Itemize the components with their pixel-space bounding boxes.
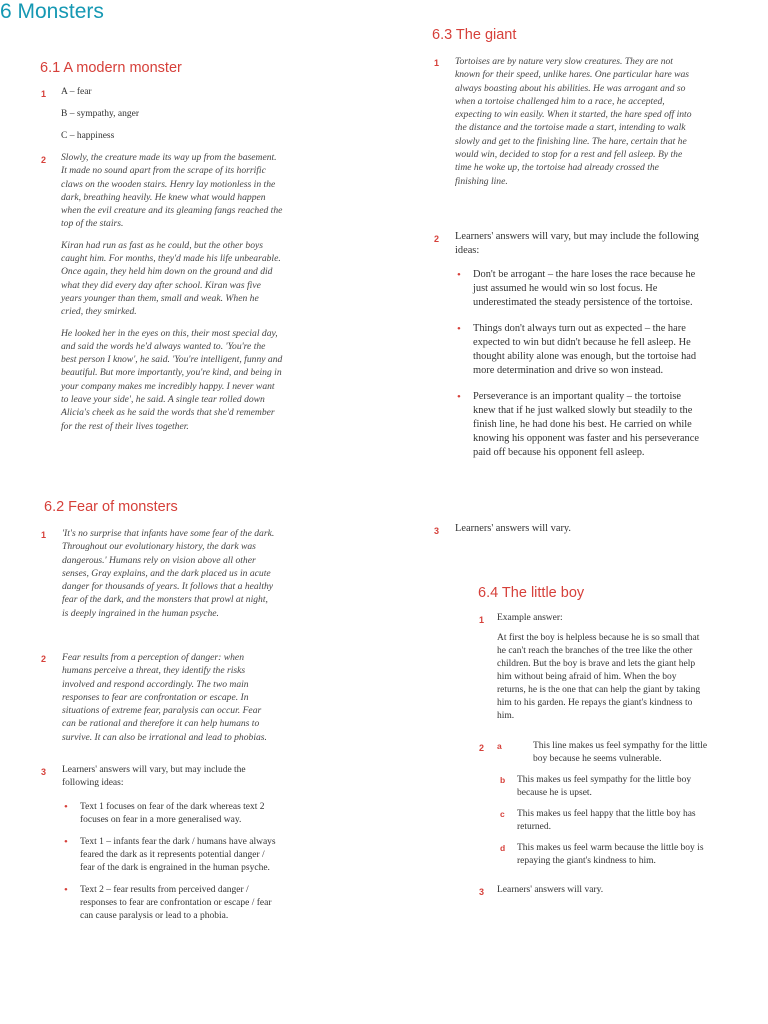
s63-q2-number: 2 [434, 234, 440, 244]
paragraph-alicia: He looked her in the eyes on this, their most special day, and said the words he'd always wanted to. 'You're the best person I know', he said. 'You're intelligent, funny and beautiful. But more importantly, you're kind, and being in your company makes me incredibly happy. I never want to leave your side', he said. A single tear rolled down Alicia's cheek as he said the words that she'd remember for the rest of their lives together. [61, 327, 283, 432]
s61-q2-paragraphs [61, 151, 283, 441]
s64-q1 [497, 612, 707, 723]
s64-q2-number: 2 [479, 743, 485, 753]
s64-q1-text: At first the boy is helpless because he is so small that he can't reach the branches of the tree like the other children. But the boy is brave and lets the giant help him without being afraid of him. When the boy returns, he is the one that can help the giant by taking him to his garden. He repays the giant's kindness to him. [497, 633, 701, 721]
sub-answer-a [497, 740, 717, 766]
section-6-4-title: 6.4 The little boy [478, 585, 585, 601]
answer-c: C – happiness [61, 131, 115, 141]
s63-q2-intro: Learners' answers will vary, but may include the following ideas: [455, 231, 699, 256]
s63-q2-bullet-list [455, 268, 700, 460]
s62-q3-intro: Learners' answers will vary, but may include the following ideas: [62, 765, 246, 788]
sub-text: This makes us feel warm because the little boy is repaying the giant's kindness to him. [517, 843, 704, 866]
s62-q3-bullet-list [62, 801, 276, 923]
sub-text: This makes us feel sympathy for the little boy because he is upset. [517, 775, 692, 798]
s64-q1-label: Example answer: [497, 613, 563, 623]
paragraph-creature: Slowly, the creature made its way up from the basement. It made no sound apart from the scrape of its horrific claws on the wooden stairs. Henry lay motionless in the dark, breathing heavily. He knew what would happen when the evil creature and its gleaming fangs reached the top of the stairs. [61, 152, 283, 230]
s63-q1-text: Tortoises are by nature very slow creatures. They are not known for their speed, unlike hares. One particular hare was always boasting about his abilities. He was arrogant and so when a tortoise challenged him to a race, he accepted, expecting to win easily. When it started, the hare sped off into the distance and the tortoise made a start, intending to walk slowly and get to the finishing line. The hare, certain that he would win, decided to stop for a rest and fell asleep. By the time he woke up, the tortoise had already crossed the finishing line. [455, 56, 692, 187]
bullet-item: • Text 1 focuses on fear of the dark whereas text 2 focuses on fear in a more generalised way. [62, 801, 276, 827]
s62-q2-text: Fear results from a perception of danger: when humans perceive a threat, they identify the risks involved and respond accordingly. The two main responses to fear are confrontation or escape. In situations of extreme fear, paralysis can occur. Fear can be rational and therefore it can help humans to survive. It can also be irrational and lead to phobias. [62, 652, 267, 743]
s64-q3-number: 3 [479, 887, 485, 897]
bullet-item: • Things don't always turn out as expected – the hare expected to win but didn't because he fell asleep. He thought ability alone was enough, but the tortoise had more determination and drive so won instead. [455, 322, 700, 378]
s63-q3-number: 3 [434, 526, 440, 536]
bullet-item: • Don't be arrogant – the hare loses the race because he just assumed he would win so lost focus. He underestimated the steady persistence of the tortoise. [455, 268, 700, 310]
sub-letter: c [500, 809, 505, 819]
answer-a: A – fear [61, 87, 92, 97]
s64-q2-items [497, 740, 717, 876]
answer-b: B – sympathy, anger [61, 109, 140, 119]
sub-letter: d [500, 843, 506, 853]
section-6-1-title: 6.1 A modern monster [40, 60, 182, 76]
bullet-item: • Text 2 – fear results from perceived danger / responses to fear are confrontation or escape / fear can cause paralysis or lead to a phobia. [62, 884, 276, 923]
s63-q1-number: 1 [434, 58, 440, 68]
sub-letter: b [500, 775, 506, 785]
bullet-item: • Perseverance is an important quality – the tortoise knew that if he just walked slowly but steadily to the finish line, he had done his best. He carried on while knowing his opponent was faster and his perseverance paid off because his opponent fell asleep. [455, 390, 700, 460]
s64-q3-text: Learners' answers will vary. [497, 885, 604, 895]
page-title: 6 Monsters [0, 0, 104, 23]
s61-q1-number: 1 [41, 89, 47, 99]
s62-q2-number: 2 [41, 654, 47, 664]
sub-answer-d [497, 842, 717, 868]
s61-q1-answers [61, 86, 261, 143]
s64-q1-number: 1 [479, 615, 485, 625]
sub-text: This makes us feel happy that the little boy has returned. [517, 809, 696, 832]
s62-q3-number: 3 [41, 767, 47, 777]
paragraph-kiran: Kiran had run as fast as he could, but the other boys caught him. For months, they'd made his life unbearable. Once again, they held him down on the ground and did what they did every day after school. Kiran was five years younger than them, small and weak. When he cried, they smirked. [61, 239, 281, 318]
s63-q3-text: Learners' answers will vary. [455, 523, 572, 534]
section-6-3-title: 6.3 The giant [432, 27, 517, 43]
sub-text: This line makes us feel sympathy for the little boy because he seems vulnerable. [533, 741, 708, 764]
s62-q3 [62, 764, 276, 932]
bullet-item: • Text 1 – infants fear the dark / humans have always feared the dark as it represents potential danger / fear of the dark is engrained in the human psyche. [62, 836, 276, 875]
section-6-2-title: 6.2 Fear of monsters [44, 499, 178, 515]
sub-answer-b [497, 774, 717, 800]
s63-q2 [455, 230, 700, 469]
s61-q2-number: 2 [41, 155, 47, 165]
s62-q1-text: 'It's no surprise that infants have some fear of the dark. Throughout our evolutionary history, the dark was dangerous.' Humans rely on vision above all other senses, Gray explains, and the dark placed us in acute danger for thousands of years. It follows that a healthy fear of the dark, and the monsters that prowl at night, is deeply ingrained in the human psyche. [62, 528, 275, 619]
sub-answer-c [497, 808, 717, 834]
s62-q1-number: 1 [41, 530, 47, 540]
sub-letter: a [497, 741, 502, 751]
